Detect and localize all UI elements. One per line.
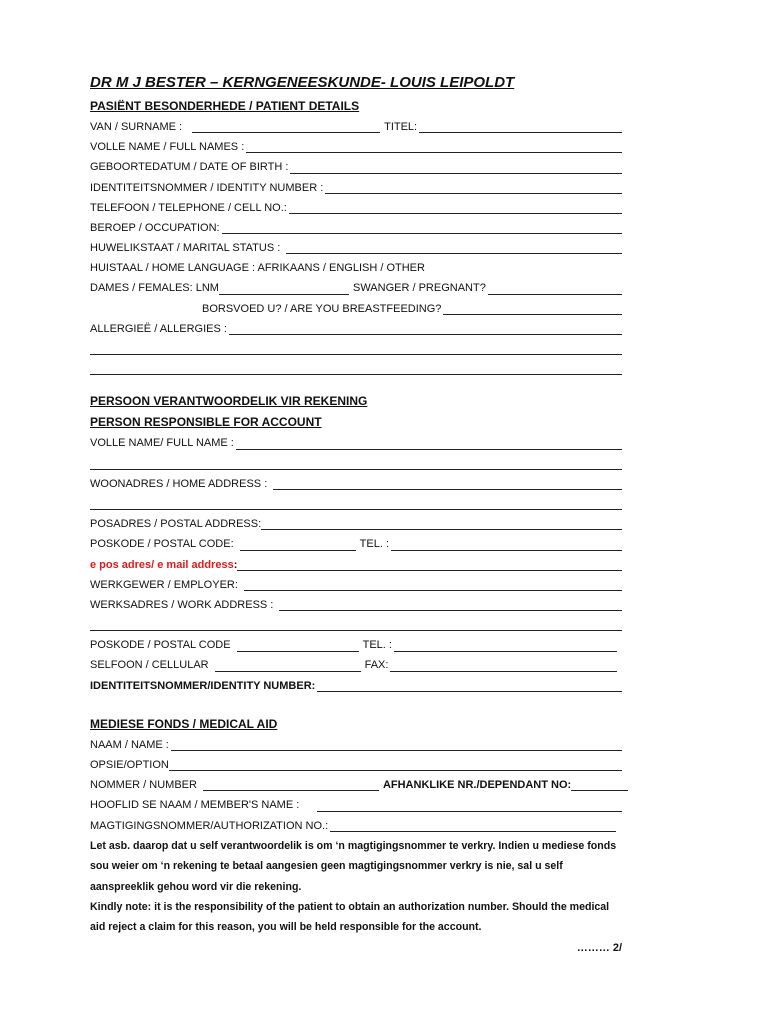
full-names-label: VOLLE NAME / FULL NAMES : — [90, 141, 245, 154]
employer-label: WERKGEWER / EMPLOYER: — [90, 578, 238, 591]
work-address-label: WERKSADRES / WORK ADDRESS : — [90, 598, 274, 611]
account-name-extra-row — [90, 454, 622, 474]
patient-details-heading: PASIËNT BESONDERHEDE / PATIENT DETAILS — [90, 99, 360, 113]
number-label: NOMMER / NUMBER — [90, 779, 197, 792]
title-label: TITEL: — [384, 120, 418, 133]
cellular-row — [90, 656, 622, 676]
home-address-row — [90, 474, 622, 494]
marital-field[interactable] — [286, 240, 622, 254]
account-name-field[interactable] — [236, 436, 622, 450]
breastfeeding-row — [90, 299, 622, 319]
number-row — [90, 775, 622, 795]
employer-row — [90, 575, 622, 595]
allergies-field-3[interactable] — [90, 361, 622, 375]
allergies-extra-line-2 — [90, 359, 622, 379]
account-name-field-2[interactable] — [90, 456, 622, 470]
occupation-label: BEROEP / OCCUPATION: — [90, 221, 220, 234]
account-name-label: VOLLE NAME/ FULL NAME : — [90, 437, 234, 450]
cellular-label: SELFOON / CELLULAR — [90, 659, 209, 672]
females-label: DAMES / FEMALES: LNM — [90, 282, 219, 295]
dob-field[interactable] — [290, 160, 622, 174]
postal-address-row — [90, 514, 622, 534]
fax-field[interactable] — [390, 658, 617, 672]
postal-code2-field[interactable] — [237, 638, 359, 652]
number-field[interactable] — [203, 777, 379, 791]
option-field[interactable] — [169, 757, 622, 771]
fax-label: FAX: — [364, 659, 389, 672]
language-row — [90, 258, 622, 278]
note-afrikaans: Let asb. daarop dat u self verantwoordelik is om ‘n magtigingsnommer te verkry. Indien u mediese fonds sou weier om ‘n rekening te betaal aangesien geen magtigingsnommer verkry is nie, sal u self aanspreeklik gehou word vir die rekening. — [90, 839, 617, 893]
full-names-row — [90, 137, 622, 157]
account-heading-en: PERSON RESPONSIBLE FOR ACCOUNT — [90, 415, 322, 430]
pregnant-label: SWANGER / PREGNANT? — [352, 282, 486, 295]
postal-code-row — [90, 534, 622, 554]
email-row — [90, 555, 622, 575]
tel-field[interactable] — [391, 537, 622, 551]
medical-name-field[interactable] — [171, 737, 622, 751]
language-label: HUISTAAL / HOME LANGUAGE : AFRIKAANS / ENGLISH / OTHER — [90, 262, 425, 275]
dob-row — [90, 157, 622, 177]
allergies-field[interactable] — [229, 321, 622, 335]
option-label: OPSIE/OPTION — [90, 759, 169, 772]
employer-field[interactable] — [244, 577, 622, 591]
member-name-label: HOOFLID SE NAAM / MEMBER'S NAME : — [90, 799, 300, 812]
authorization-label: MAGTIGINGSNOMMER/AUTHORIZATION NO.: — [90, 819, 329, 832]
dependant-label: AFHANKLIKE NR./DEPENDANT NO: — [382, 779, 572, 792]
occupation-row — [90, 218, 622, 238]
email-field[interactable] — [237, 557, 622, 571]
pregnant-field[interactable] — [488, 281, 622, 295]
option-row — [90, 755, 622, 775]
medical-name-row — [90, 735, 622, 755]
authorization-field[interactable] — [330, 818, 616, 832]
id-number-field[interactable] — [325, 180, 622, 194]
dependant-field[interactable] — [571, 777, 628, 791]
postal-code2-row — [90, 635, 622, 655]
page-number: ……… 2/ — [576, 941, 622, 954]
allergies-label: ALLERGIEË / ALLERGIES : — [90, 322, 227, 335]
telephone-label: TELEFOON / TELEPHONE / CELL NO.: — [90, 201, 287, 214]
authorization-row — [90, 816, 622, 836]
allergies-extra-line-1 — [90, 339, 622, 359]
home-address-field-2[interactable] — [90, 496, 622, 510]
account-id-row — [90, 676, 622, 696]
spacer — [90, 379, 622, 391]
females-row — [90, 279, 622, 299]
medical-aid-heading: MEDIESE FONDS / MEDICAL AID — [90, 716, 278, 731]
postal-code-field[interactable] — [240, 537, 356, 551]
occupation-field[interactable] — [222, 220, 622, 234]
lnm-field[interactable] — [219, 281, 349, 295]
home-address-field[interactable] — [273, 476, 622, 490]
surname-row — [90, 117, 622, 137]
dob-label: GEBOORTEDATUM / DATE OF BIRTH : — [90, 161, 289, 174]
telephone-field[interactable] — [289, 200, 622, 214]
postal-address-label: POSADRES / POSTAL ADDRESS: — [90, 518, 262, 531]
tel-label: TEL. : — [359, 538, 389, 551]
email-colon: : — [233, 558, 238, 571]
member-name-row — [90, 795, 622, 815]
surname-field[interactable] — [192, 119, 380, 133]
breastfeeding-field[interactable] — [443, 301, 622, 315]
work-address-field-2[interactable] — [90, 617, 622, 631]
work-address-row — [90, 595, 622, 615]
allergies-row — [90, 319, 622, 339]
tel2-field[interactable] — [394, 638, 617, 652]
surname-label: VAN / SURNAME : — [90, 120, 183, 133]
spacer — [90, 696, 622, 714]
postal-code-label: POSKODE / POSTAL CODE: — [90, 538, 234, 551]
marital-label: HUWELIKSTAAT / MARITAL STATUS : — [90, 242, 281, 255]
tel2-label: TEL. : — [362, 639, 392, 652]
title-field[interactable] — [419, 119, 622, 133]
home-address-label: WOONADRES / HOME ADDRESS : — [90, 477, 268, 490]
postal-code2-label: POSKODE / POSTAL CODE — [90, 639, 231, 652]
form-content — [90, 70, 622, 958]
note-english: Kindly note: it is the responsibility of the patient to obtain an authorization number. Should the medical aid reject a claim for this reason, you will be held responsible for the account. — [90, 901, 610, 934]
marital-row — [90, 238, 622, 258]
email-label: e pos adres/ e mail address — [90, 558, 234, 571]
cellular-field[interactable] — [215, 658, 361, 672]
id-number-row — [90, 178, 622, 198]
account-id-field[interactable] — [317, 678, 622, 692]
id-number-label: IDENTITEITSNOMMER / IDENTITY NUMBER : — [90, 181, 324, 194]
member-name-field[interactable] — [317, 798, 622, 812]
telephone-row — [90, 198, 622, 218]
document-title: DR M J BESTER – KERNGENEESKUNDE- LOUIS LEIPOLDT — [90, 74, 515, 91]
home-address-extra-row — [90, 494, 622, 514]
account-id-label: IDENTITEITSNOMMER/IDENTITY NUMBER: — [90, 679, 316, 692]
account-heading-af: PERSOON VERANTWOORDELIK VIR REKENING — [90, 394, 368, 409]
full-names-field[interactable] — [246, 139, 622, 153]
allergies-field-2[interactable] — [90, 341, 622, 355]
medical-name-label: NAAM / NAME : — [90, 738, 169, 751]
work-address-field[interactable] — [279, 597, 622, 611]
account-name-row — [90, 433, 622, 453]
breastfeeding-label: BORSVOED U? / ARE YOU BREASTFEEDING? — [202, 302, 442, 315]
work-address-extra-row — [90, 615, 622, 635]
postal-address-field[interactable] — [261, 516, 622, 530]
